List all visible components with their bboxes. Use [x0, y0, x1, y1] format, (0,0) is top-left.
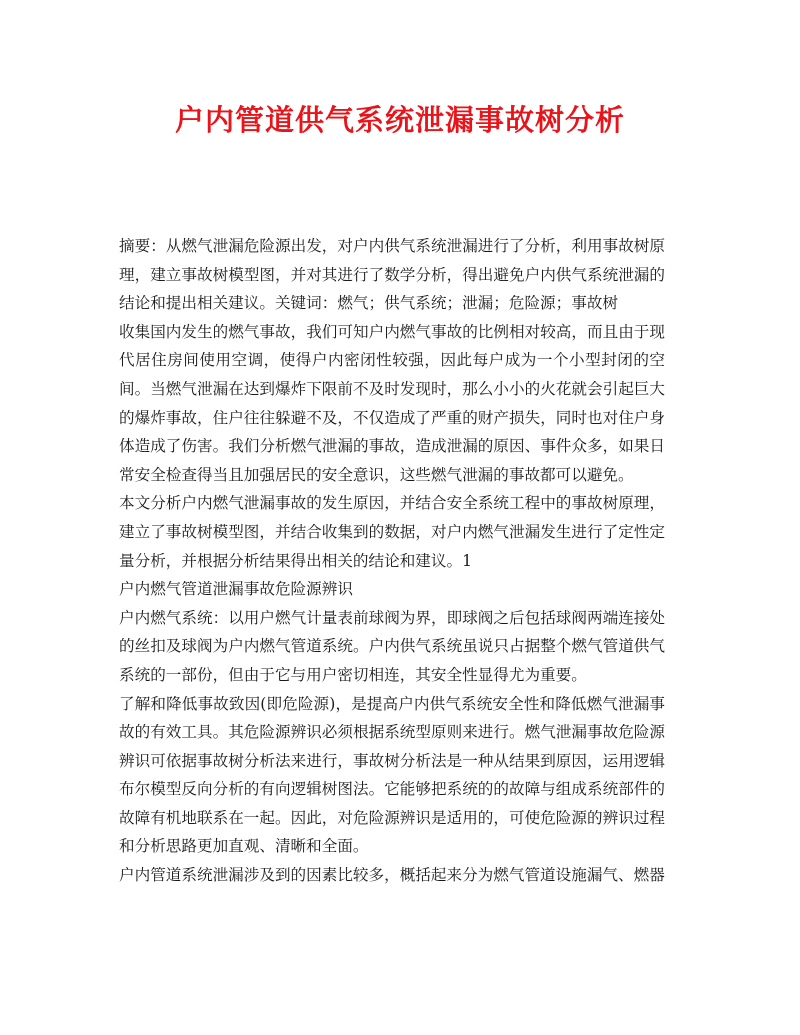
body-paragraph: 收集国内发生的燃气事故，我们可知户内燃气事故的比例相对较高，而且由于现代居住房间使用空调，使得户内密闭性较强，因此每户成为一个小型封闭的空间。当燃气泄漏在达到爆炸下限前不及时发现时，那么小小的火花就会引起巨大的爆炸事故，住户往往躲避不及，不仅造成了严重的财产损失，同时也对住户身体造成了伤害。我们分析燃气泄漏的事故，造成泄漏的原因、事件众多，如果日常安全检查得当且加强居民的安全意识，这些燃气泄漏的事故都可以避免。 [119, 322, 665, 484]
abstract-paragraph: 摘要：从燃气泄漏危险源出发，对户内供气系统泄漏进行了分析，利用事故树原理，建立事故树模型图，并对其进行了数学分析，得出避免户内供气系统泄漏的结论和提出相关建议。关键词：燃气；供气系统；泄漏；危险源；事故树 [119, 237, 665, 313]
section-heading: 户内燃气管道泄漏事故危险源辨识 [119, 580, 353, 599]
document-body [119, 232, 665, 890]
document-title: 户内管道供气系统泄漏事故树分析 [174, 103, 625, 137]
body-paragraph: 户内管道系统泄漏涉及到的因素比较多，概括起来分为燃气管道设施漏气、燃器 [119, 866, 665, 885]
body-paragraph: 户内燃气系统：以用户燃气计量表前球阀为界，即球阀之后包括球阀两端连接处的丝扣及球阀为户内燃气管道系统。户内供气系统虽说只占据整个燃气管道供气系统的一部份，但由于它与用户密切相连，其安全性显得尤为重要。 [119, 608, 665, 684]
body-paragraph: 了解和降低事故致因(即危险源)，是提高户内供气系统安全性和降低燃气泄漏事故的有效工具。其危险源辨识必须根据系统型原则来进行。燃气泄漏事故危险源辨识可依据事故树分析法来进行，事故树分析法是一种从结果到原因，运用逻辑布尔模型反向分析的有向逻辑树图法。它能够把系统的的故障与组成系统部件的故障有机地联系在一起。因此，对危险源辨识是适用的，可使危险源的辨识过程和分析思路更加直观、清晰和全面。 [119, 694, 665, 856]
body-paragraph: 本文分析户内燃气泄漏事故的发生原因，并结合安全系统工程中的事故树原理，建立了事故树模型图，并结合收集到的数据，对户内燃气泄漏发生进行了定性定量分析，并根据分析结果得出相关的结论和建议。1 [119, 494, 665, 570]
